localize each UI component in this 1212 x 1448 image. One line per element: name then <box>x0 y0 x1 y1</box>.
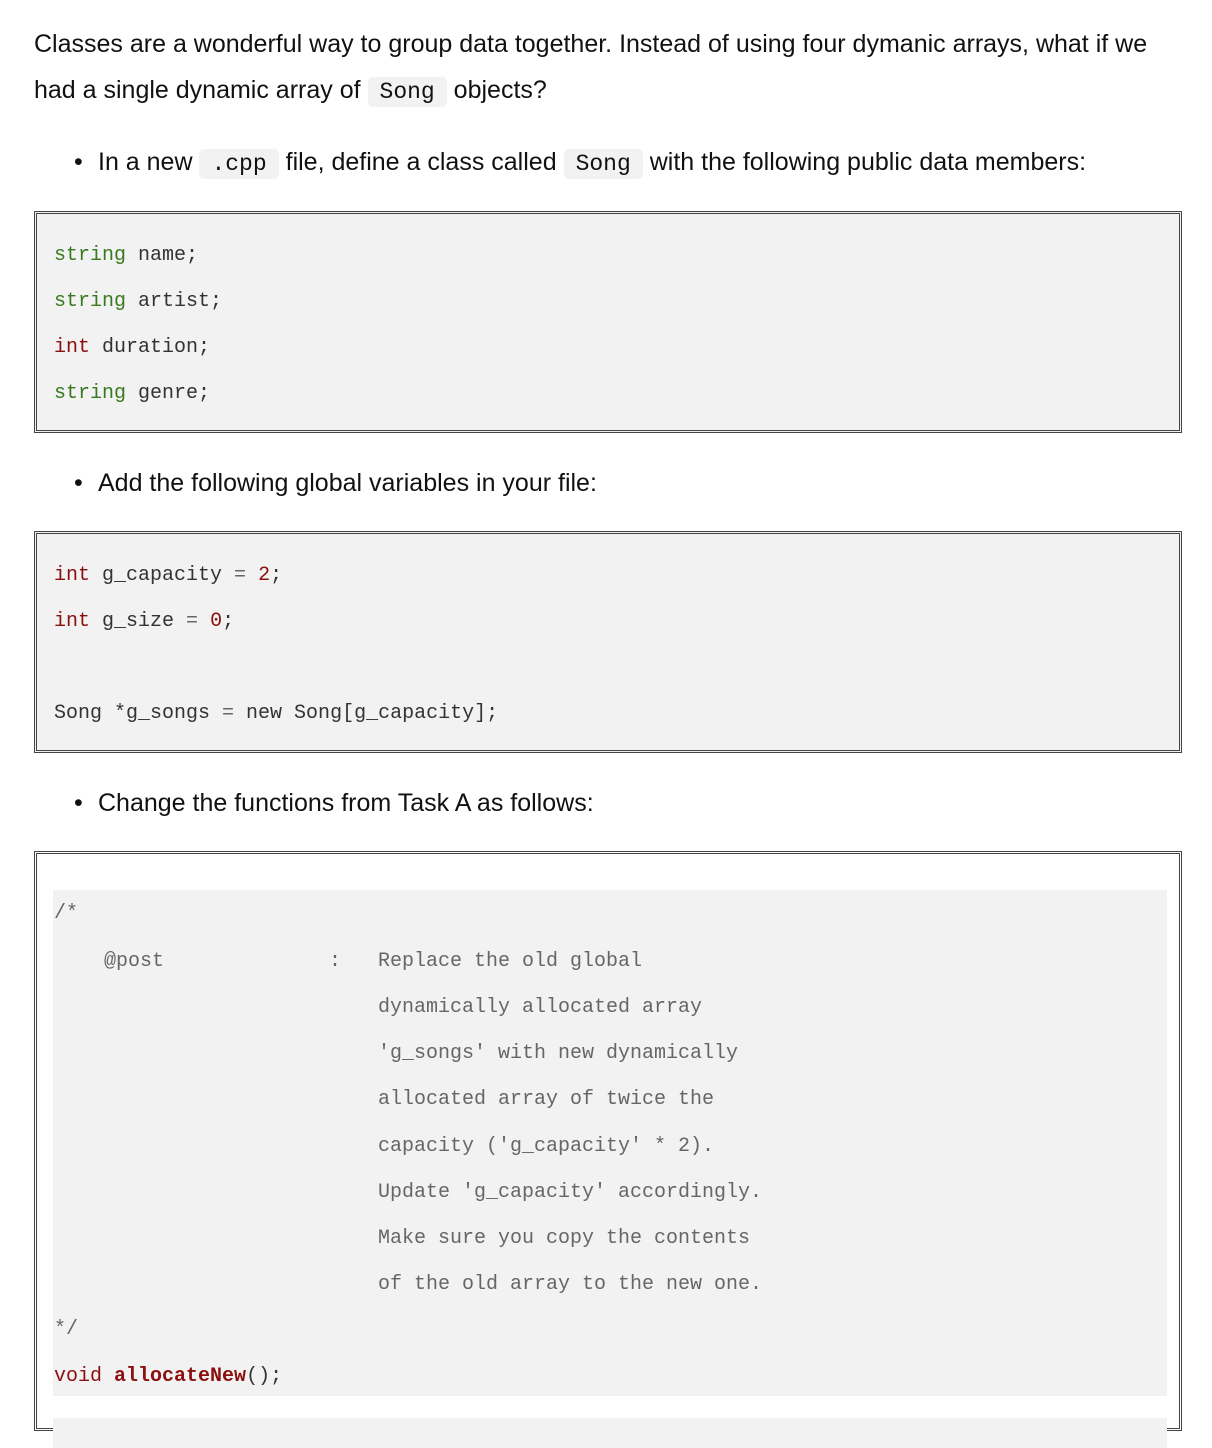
code-line-function-decl <box>54 1365 282 1389</box>
code-block-globals <box>34 531 1182 753</box>
code-line <box>54 564 282 588</box>
code-type: int <box>54 336 91 359</box>
code-line <box>54 244 198 268</box>
intro-paragraph <box>34 21 1184 115</box>
code-text: (); <box>246 1365 283 1388</box>
comment-colon: : <box>329 950 342 973</box>
code-block-functions <box>34 851 1182 1431</box>
comment-line: Replace the old global <box>378 950 643 973</box>
code-space <box>246 564 258 587</box>
bullet-text: Add the following global variables in your file: <box>98 469 597 497</box>
code-line <box>54 610 234 634</box>
bullet-text: Change the functions from Task A as follows: <box>98 789 594 817</box>
code-operator: = <box>234 564 247 587</box>
code-text: artist; <box>126 290 223 313</box>
bullet-item-define-class <box>74 146 1086 180</box>
code-space <box>198 610 210 633</box>
bullet-item-change-functions <box>74 787 594 819</box>
inline-code-song: Song <box>368 77 447 107</box>
comment-open: /* <box>54 902 79 925</box>
comment-line: allocated array of twice the <box>378 1088 715 1111</box>
bullet-text: In a new <box>98 148 200 176</box>
code-text: ; <box>222 610 235 633</box>
bullet-text: with the following public data members: <box>642 148 1087 176</box>
code-block-data-members <box>34 211 1182 433</box>
code-text: Song *g_songs <box>54 702 223 725</box>
code-line <box>54 336 210 360</box>
code-type: string <box>54 290 127 313</box>
code-number: 2 <box>258 564 271 587</box>
code-operator: = <box>186 610 199 633</box>
comment-line: dynamically allocated array <box>378 996 703 1019</box>
comment-line: 'g_songs' with new dynamically <box>378 1042 739 1065</box>
comment-line: Update 'g_capacity' accordingly. <box>378 1181 763 1204</box>
code-type: int <box>54 564 91 587</box>
intro-text: Classes are a wonderful way to group data together. Instead of using four dymanic arrays, what if we had a single dynamic array of <box>34 30 1148 104</box>
code-line <box>54 702 498 726</box>
bullet-text: file, define a class called <box>278 148 564 176</box>
code-text: new Song[g_capacity]; <box>234 702 499 725</box>
comment-line: capacity ('g_capacity' * 2). <box>378 1135 715 1158</box>
code-space <box>102 1365 114 1388</box>
code-type: string <box>54 244 127 267</box>
code-type: string <box>54 382 127 405</box>
comment-tag: @post <box>104 950 165 973</box>
code-type: int <box>54 610 91 633</box>
inline-code-cpp: .cpp <box>199 149 278 179</box>
comment-line: of the old array to the new one. <box>378 1273 763 1296</box>
code-text: g_size <box>90 610 187 633</box>
bullet-dot: • <box>74 148 83 176</box>
intro-text-end: objects? <box>446 76 547 104</box>
code-text: duration; <box>90 336 211 359</box>
bullet-dot: • <box>74 469 83 497</box>
inline-code-song: Song <box>564 149 643 179</box>
bullet-item-global-vars <box>74 467 597 499</box>
code-operator: = <box>222 702 235 725</box>
code-text: name; <box>126 244 199 267</box>
code-line <box>54 290 222 314</box>
comment-close: */ <box>54 1318 79 1341</box>
code-function-name: allocateNew <box>114 1365 247 1388</box>
code-text: genre; <box>126 382 211 405</box>
code-number: 0 <box>210 610 223 633</box>
comment-line: Make sure you copy the contents <box>378 1227 751 1250</box>
code-text: ; <box>270 564 283 587</box>
bullet-dot: • <box>74 789 83 817</box>
code-type: void <box>54 1365 103 1388</box>
code-line <box>54 382 210 406</box>
code-inner-panel-next <box>53 1418 1167 1448</box>
code-text: g_capacity <box>90 564 235 587</box>
